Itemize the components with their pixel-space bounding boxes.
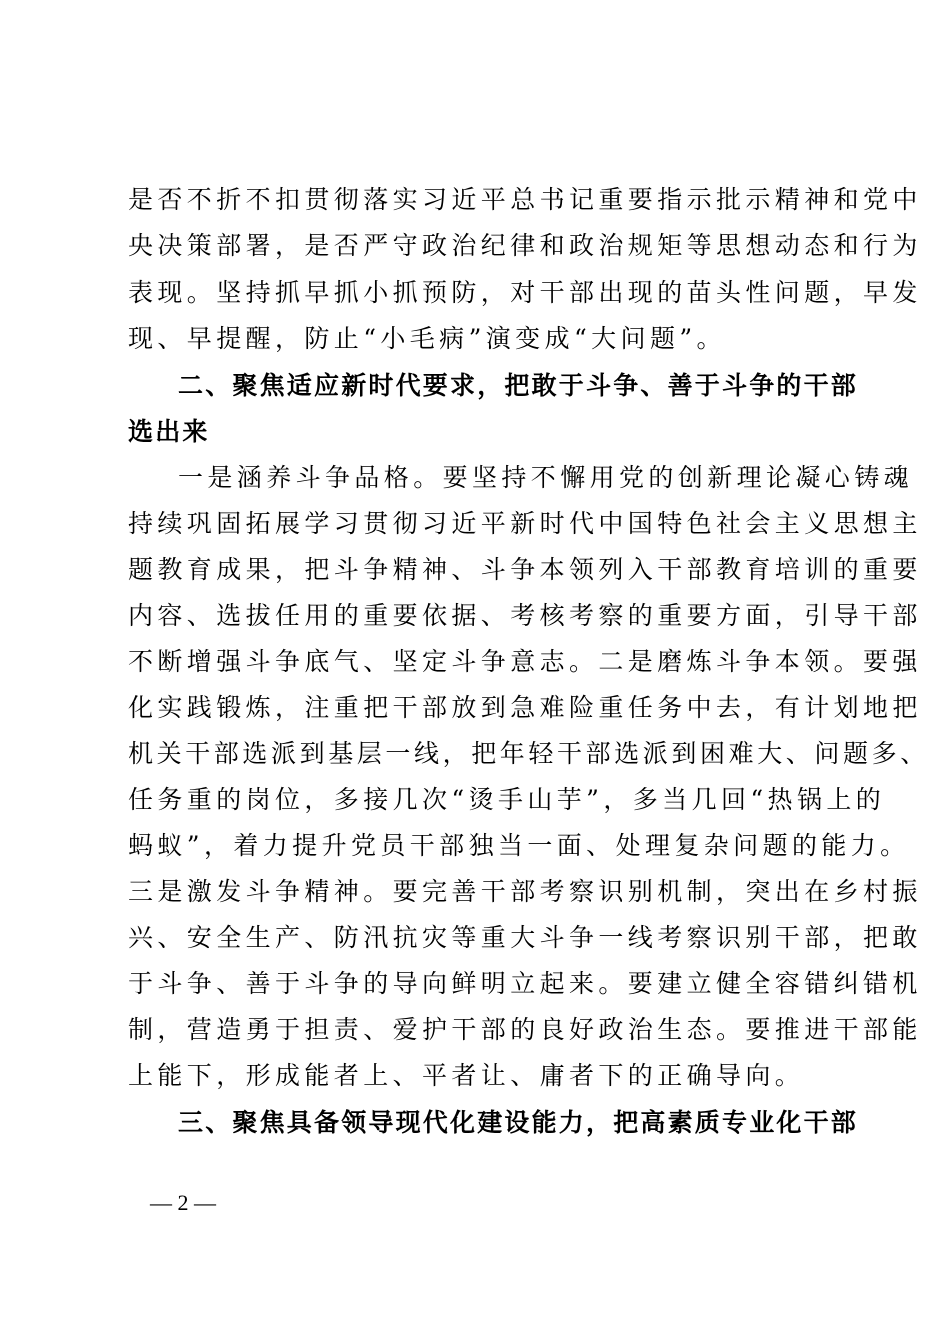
paragraph-line: 于斗争、善于斗争的导向鲜明立起来。要建立健全容错纠错机 [128,969,922,998]
paragraph-line: 现、早提醒，防止“小毛病”演变成“大问题”。 [128,324,726,353]
paragraph-line: 上能下，形成能者上、平者让、庸者下的正确导向。 [128,1061,805,1090]
paragraph-line: 机关干部选派到基层一线，把年轻干部选派到困难大、问题多、 [128,739,929,768]
paragraph-line: 是否不折不扣贯彻落实习近平总书记重要指示批示精神和党中 [128,185,922,214]
section-heading: 三、聚焦具备领导现代化建设能力，把高素质专业化干部 [178,1108,859,1137]
paragraph-line: 题教育成果，把斗争精神、斗争本领列入干部教育培训的重要 [128,555,922,584]
paragraph-line: 三是激发斗争精神。要完善干部考察识别机制，突出在乡村振 [128,877,922,906]
paragraph-line: 持续巩固拓展学习贯彻习近平新时代中国特色社会主义思想主 [128,509,922,538]
paragraph-line: 任务重的岗位，多接几次“烫手山芋”，多当几回“热锅上的 [128,785,886,814]
section-heading: 选出来 [128,417,210,446]
paragraph-line: 一是涵养斗争品格。要坚持不懈用党的创新理论凝心铸魂 [178,463,914,492]
paragraph-line: 央决策部署，是否严守政治纪律和政治规矩等思想动态和行为 [128,231,922,260]
paragraph-line: 兴、安全生产、防汛抗灾等重大斗争一线考察识别干部，把敢 [128,923,922,952]
paragraph-line: 表现。坚持抓早抓小抓预防，对干部出现的苗头性问题，早发 [128,278,922,307]
paragraph-line: 化实践锻炼，注重把干部放到急难险重任务中去，有计划地把 [128,693,922,722]
paragraph-line: 内容、选拔任用的重要依据、考核考察的重要方面，引导干部 [128,601,922,630]
paragraph-line: 蚂蚁”，着力提升党员干部独当一面、处理复杂问题的能力。 [128,831,910,860]
paragraph-line: 不断增强斗争底气、坚定斗争意志。二是磨炼斗争本领。要强 [128,647,922,676]
page-number: — 2 — [150,1190,216,1215]
section-heading: 二、聚焦适应新时代要求，把敢于斗争、善于斗争的干部 [178,371,859,400]
paragraph-line: 制，营造勇于担责、爱护干部的良好政治生态。要推进干部能 [128,1015,922,1044]
